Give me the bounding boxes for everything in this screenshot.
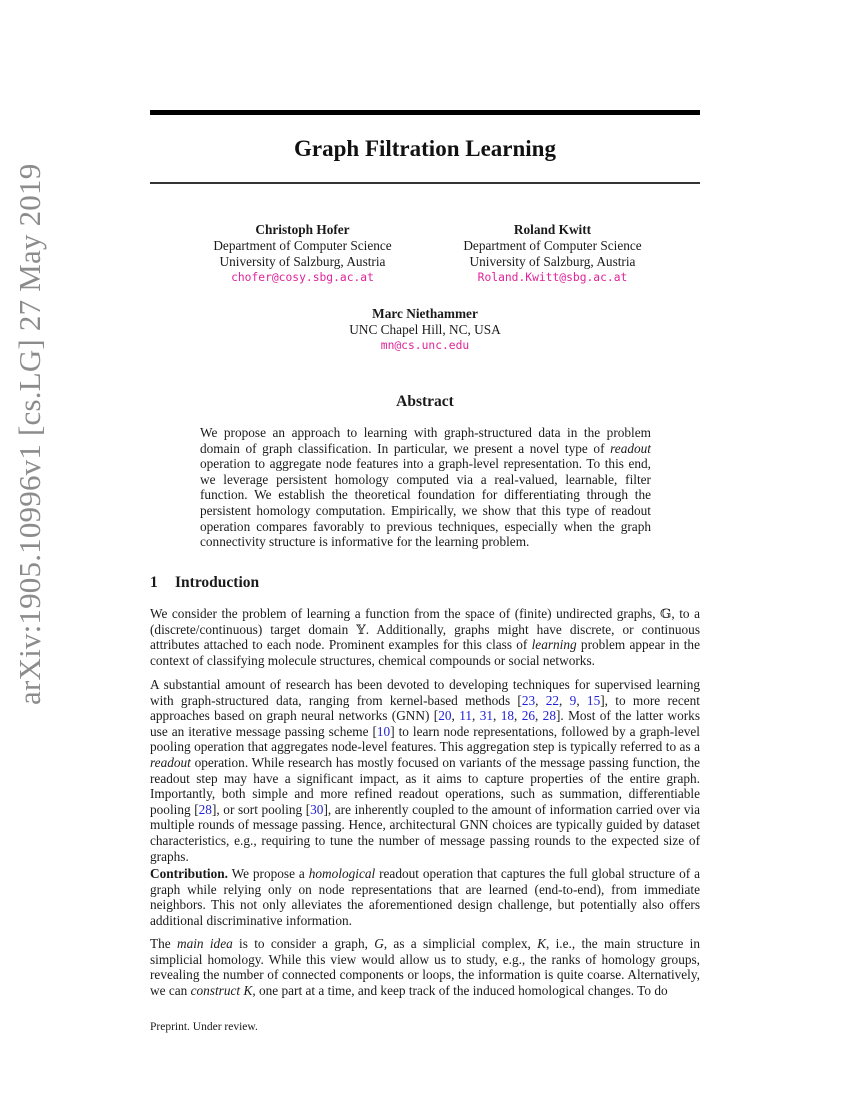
- emphasis: learning: [531, 637, 577, 653]
- text: . Additionally, graphs might have discrete, or continuous attributes attached to each node. Prominent examples for this class of: [150, 621, 700, 653]
- section-title: Introduction: [175, 574, 260, 591]
- author-name: Roland Kwitt: [513, 222, 592, 237]
- citation-link[interactable]: 11: [459, 708, 473, 724]
- paragraph-contribution: [150, 866, 700, 928]
- citation-link[interactable]: 18: [500, 708, 514, 724]
- text: readout operation that captures the full global structure of a graph while relying only on node representations that are learned (end-to-end), from immediate neighbors. This not only alleviates the aforementioned design challenge, but potentially also offers additional discriminative information.: [150, 866, 700, 928]
- author-affiliation: UNC Chapel Hill, NC, USA: [349, 322, 501, 337]
- text: , as a simplicial complex,: [383, 936, 538, 951]
- math-symbol-graph-space: 𝔾: [660, 606, 672, 621]
- emphasis: main idea: [176, 936, 233, 951]
- paper-title: Graph Filtration Learning: [294, 136, 556, 161]
- author-email-link[interactable]: Roland.Kwitt@sbg.ac.at: [477, 271, 628, 284]
- math-variable: K: [243, 982, 253, 998]
- author-affiliation: University of Salzburg, Austria: [469, 254, 636, 269]
- citation-link[interactable]: 23: [521, 692, 536, 708]
- citation-link[interactable]: 10: [376, 723, 391, 739]
- math-variable: G: [374, 936, 384, 951]
- author-name: Christoph Hofer: [255, 222, 350, 237]
- citation-link[interactable]: 28: [542, 708, 556, 724]
- author-block-hofer: [195, 222, 410, 286]
- emphasis: construct: [190, 982, 241, 998]
- author-name: Marc Niethammer: [372, 306, 478, 321]
- abstract-text-part: We propose an approach to learning with graph-structured data in the problem domain of graph classification. In particular, we present a novel type of: [200, 425, 651, 456]
- math-symbol-target-domain: 𝕐: [356, 621, 366, 637]
- text: ] to learn node representations, followed by a graph-level pooling operation that aggregates node-level features. This aggregation step is typically referred to as a: [150, 723, 700, 755]
- title-rule-top: [150, 110, 700, 115]
- citation-link[interactable]: 30: [310, 801, 324, 817]
- paragraph-intro-1: [150, 606, 700, 668]
- abstract-text-part: operation to aggregate node features into a graph-level representation. To this end, we leverage persistent homology computed via a real-valued, learnable, filter function. We establish the theoretical foundation for differentiating through the persistent homology computation. Empirically, we show that this type of readout operation compares favorably to previous techniques, especially when the graph connectivity structure is informative for the learning problem.: [200, 456, 651, 550]
- paragraph-run-in-heading: Contribution.: [150, 866, 228, 881]
- abstract-heading: Abstract: [396, 393, 454, 410]
- abstract-emphasis: readout: [610, 440, 651, 456]
- section-heading-introduction: [150, 573, 259, 593]
- text: , to a (discrete/continuous) target domain: [150, 606, 701, 637]
- preprint-footnote: Preprint. Under review.: [150, 1021, 258, 1033]
- author-block-niethammer: [315, 306, 535, 354]
- text: We propose a: [227, 866, 309, 881]
- emphasis: readout: [150, 754, 191, 770]
- text: We consider the problem of learning a function from the space of (finite) undirected graphs,: [150, 606, 661, 621]
- author-email-link[interactable]: mn@cs.unc.edu: [380, 339, 470, 352]
- citation-link[interactable]: 20: [438, 708, 452, 724]
- text: ], or sort pooling [: [211, 801, 311, 817]
- text: problem appear in the context of classifying molecule structures, chemical compounds or social networks.: [150, 637, 700, 668]
- emphasis: homological: [308, 866, 376, 881]
- paragraph-main-idea: [150, 936, 700, 998]
- math-variable: K: [537, 936, 546, 951]
- text: operation. While research has mostly focused on variants of the message passing function, the readout step may have a significant impact, as it aims to capture properties of the entire graph. Importantly, both simple and more refined readout operations, such as summation, differentiable pooling [: [150, 754, 700, 817]
- text: , i.e., the main structure in simplicial homology. While this view would allow us to study, e.g., the ranks of homology groups, revealing the number of connected components or loops, the information is quite coarse. Alternatively, we can: [150, 936, 700, 998]
- author-affiliation: University of Salzburg, Austria: [219, 254, 386, 269]
- author-email-link[interactable]: chofer@cosy.sbg.ac.at: [231, 271, 374, 284]
- text: ]. Most of the latter works use an iterative message passing scheme [: [150, 708, 700, 739]
- text: , one part at a time, and keep track of the induced homological changes. To do: [252, 982, 668, 998]
- text: ], to more recent approaches based on graph neural networks (GNN) [: [150, 692, 700, 724]
- text: A substantial amount of research has been devoted to developing techniques for supervised learning with graph-structured data, ranging from kernel-based methods [: [150, 677, 700, 708]
- author-block-kwitt: [445, 222, 660, 286]
- text: is to consider a graph,: [232, 936, 375, 951]
- citation-link[interactable]: 28: [198, 801, 212, 817]
- title-rule-bottom: [150, 182, 700, 184]
- abstract-text: [200, 425, 651, 550]
- text: ], are inherently coupled to the amount of information carried over via multiple rounds of message passing. Hence, architectural GNN choices are typically guided by dataset characteristics, e.g., requiring to tune the number of message passing rounds to the expected size of graphs.: [150, 801, 700, 864]
- author-affiliation: Department of Computer Science: [463, 238, 642, 253]
- section-number: 1: [150, 574, 158, 591]
- citation-link[interactable]: 31: [479, 708, 494, 724]
- paragraph-intro-2: A substantial amount of research has been devoted to developing techniques for supervised learning with graph-structured data, ranging from kernel-based methods [23, 22, 9, 15], to more recent approaches based on graph neural networks (GNN) [20, 11, 31, 18, 26, 28]. Most of the latter works use an iterative message passing scheme [10] to learn node representations, followed by a graph-level pooling operation that aggregates node-level features. This aggregation step is typically referred to as a readout operation. While research has mostly focused on variants of the message passing function, the readout step may have a significant impact, as it aims to capture properties of the entire graph. Importantly, both simple and more refined readout operations, such as summation, differentiable pooling [28], or sort pooling [30], are inherently coupled to the amount of information carried over via multiple rounds of message passing. Hence, architectural GNN choices are typically guided by dataset characteristics, e.g., requiring to tune the number of message passing rounds to the expected size of graphs.: [150, 677, 700, 864]
- citation-link[interactable]: 26: [521, 708, 535, 724]
- citation-link[interactable]: 22: [545, 692, 560, 708]
- citation-link[interactable]: 15: [586, 692, 601, 708]
- author-affiliation: Department of Computer Science: [213, 238, 392, 253]
- citation-link[interactable]: 9: [569, 692, 577, 708]
- text: The: [150, 936, 177, 951]
- arxiv-identifier-stamp: arXiv:1905.10996v1 [cs.LG] 27 May 2019: [12, 163, 47, 705]
